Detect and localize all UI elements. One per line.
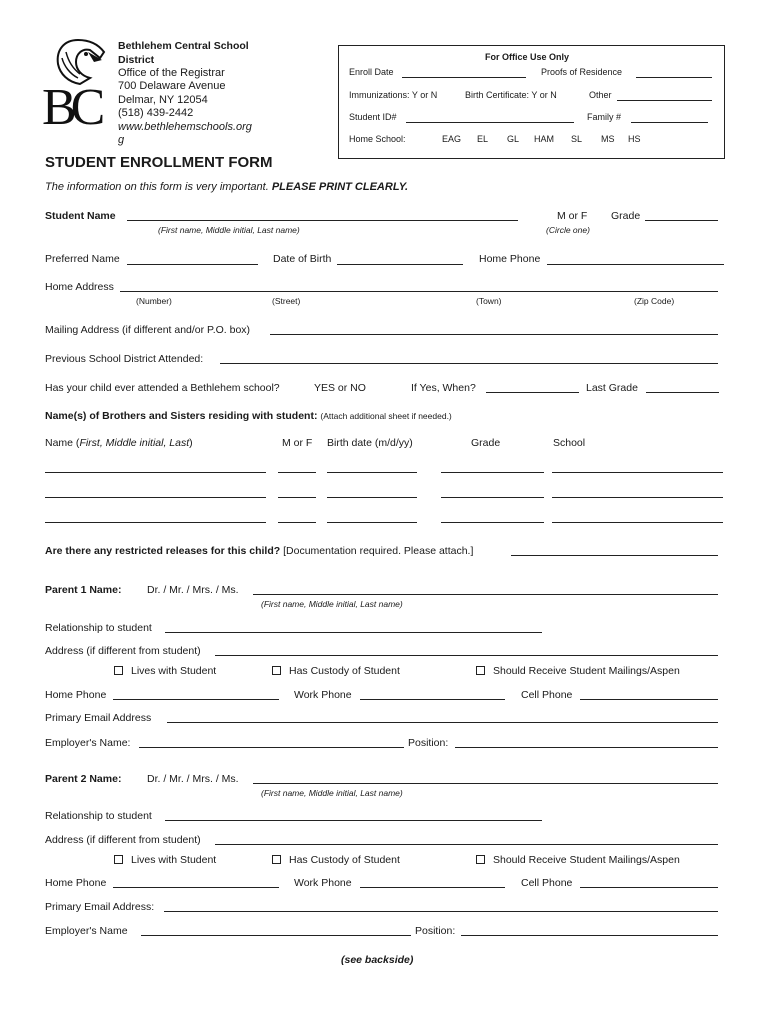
gender-label[interactable]: M or F (557, 210, 588, 222)
sibling-dob-field[interactable] (327, 472, 417, 473)
checkbox-icon[interactable] (476, 855, 485, 864)
last-grade-label: Last Grade (586, 382, 638, 394)
other-field[interactable] (617, 100, 712, 101)
parent2-cell-phone-field[interactable] (580, 887, 718, 888)
restricted-question: Are there any restricted releases for this child? (45, 545, 281, 557)
mailing-address-label: Mailing Address (if different and/or P.O. box) (45, 324, 251, 336)
birth-cert-label: Birth Certificate: Y or N (465, 90, 557, 100)
parent1-position-field[interactable] (455, 747, 718, 748)
parent2-employer-label: Employer's Name (45, 925, 128, 937)
siblings-heading (45, 410, 452, 422)
proofs-field[interactable] (636, 77, 712, 78)
immunizations-label: Immunizations: Y or N (349, 90, 438, 100)
restricted-note: [Documentation required. Please attach.] (283, 545, 474, 557)
addr-hint-town: (Town) (476, 296, 502, 306)
sibling-school-field[interactable] (552, 497, 723, 498)
sibling-name-field[interactable] (45, 522, 266, 523)
parent1-mailings-label: Should Receive Student Mailings/Aspen (493, 665, 680, 677)
parent1-work-phone-label: Work Phone (294, 689, 352, 701)
sibling-dob-field[interactable] (327, 497, 417, 498)
school-option-el[interactable]: EL (477, 134, 489, 144)
parent1-relationship-label: Relationship to student (45, 622, 152, 634)
parent1-cell-phone-label: Cell Phone (521, 689, 573, 701)
school-phone: (518) 439-2442 (118, 107, 194, 119)
restricted-releases-field[interactable] (511, 555, 718, 556)
parent1-lives-with-label: Lives with Student (131, 665, 217, 677)
parent2-name-hint: (First name, Middle initial, Last name) (261, 788, 403, 798)
checkbox-icon[interactable] (476, 666, 485, 675)
previous-district-field[interactable] (220, 363, 718, 364)
addr-hint-number: (Number) (136, 296, 172, 306)
family-label: Family # (587, 112, 622, 122)
addr-hint-street: (Street) (272, 296, 301, 306)
school-option-sl[interactable]: SL (571, 134, 583, 144)
if-yes-when-label: If Yes, When? (411, 382, 476, 394)
parent1-employer-label: Employer's Name: (45, 737, 131, 749)
parent1-address-label: Address (if different from student) (45, 645, 201, 657)
parent2-custody-checkbox[interactable] (272, 854, 400, 866)
parent2-relationship-label: Relationship to student (45, 810, 152, 822)
parent1-mailings-checkbox[interactable] (476, 665, 680, 677)
registrar-office: Office of the Registrar (118, 67, 225, 79)
parent1-relationship-field[interactable] (165, 632, 542, 633)
subtitle-emphasis: PLEASE PRINT CLEARLY. (271, 181, 409, 193)
school-city: Delmar, NY 12054 (118, 94, 208, 106)
parent1-employer-field[interactable] (139, 747, 404, 748)
student-id-label: Student ID# (349, 112, 397, 122)
parent1-position-label: Position: (408, 737, 449, 749)
preferred-name-label: Preferred Name (45, 253, 120, 265)
parent2-mailings-checkbox[interactable] (476, 854, 680, 866)
restricted-releases-label (45, 545, 473, 557)
parent2-custody-label: Has Custody of Student (289, 854, 400, 866)
home-address-label: Home Address (45, 281, 114, 293)
student-name-hint: (First name, Middle initial, Last name) (158, 225, 300, 235)
school-website-wrap: g (118, 134, 125, 146)
yes-no-choice[interactable]: YES or NO (314, 382, 366, 394)
parent2-name-field[interactable] (253, 783, 718, 784)
parent1-cell-phone-field[interactable] (580, 699, 718, 700)
siblings-col-dob: Birth date (m/d/yy) (327, 437, 413, 449)
school-option-ms[interactable]: MS (601, 134, 615, 144)
circle-one-hint: (Circle one) (546, 225, 590, 235)
parent2-employer-field[interactable] (141, 935, 411, 936)
student-id-field[interactable] (406, 122, 574, 123)
sibling-name-field[interactable] (45, 472, 266, 473)
parent2-lives-with-checkbox[interactable] (114, 854, 216, 866)
previous-district-label: Previous School District Attended: (45, 353, 204, 365)
parent2-home-phone-field[interactable] (113, 887, 279, 888)
school-name: Bethlehem Central School (118, 40, 249, 52)
sibling-mf-field[interactable] (278, 472, 316, 473)
checkbox-icon[interactable] (272, 855, 281, 864)
siblings-heading-text: Name(s) of Brothers and Sisters residing with student: (45, 410, 318, 422)
parent2-relationship-field[interactable] (165, 820, 542, 821)
sibling-school-field[interactable] (552, 522, 723, 523)
parent2-position-label: Position: (415, 925, 456, 937)
parent1-home-phone-field[interactable] (113, 699, 279, 700)
school-website: www.bethlehemschools.org (118, 121, 252, 133)
student-name-label: Student Name (45, 210, 116, 222)
parent1-email-label: Primary Email Address (45, 712, 152, 724)
proofs-label: Proofs of Residence (541, 67, 623, 77)
school-name-line2: District (118, 54, 155, 66)
school-logo (42, 38, 110, 136)
parent2-name-label: Parent 2 Name: (45, 773, 122, 785)
preferred-name-field[interactable] (127, 264, 258, 265)
if-yes-when-field[interactable] (486, 392, 579, 393)
enroll-date-label: Enroll Date (349, 67, 394, 77)
last-grade-field[interactable] (646, 392, 719, 393)
enroll-date-field[interactable] (402, 77, 526, 78)
parent1-lives-with-checkbox[interactable] (114, 665, 216, 677)
parent1-custody-label: Has Custody of Student (289, 665, 400, 677)
home-address-field[interactable] (120, 291, 718, 292)
sibling-mf-field[interactable] (278, 522, 316, 523)
siblings-col-school: School (553, 437, 586, 449)
parent2-work-phone-label: Work Phone (294, 877, 352, 889)
parent1-custody-checkbox[interactable] (272, 665, 400, 677)
student-name-field[interactable] (127, 220, 518, 221)
parent1-address-field[interactable] (215, 655, 718, 656)
parent1-email-field[interactable] (167, 722, 718, 723)
parent1-title-options[interactable]: Dr. / Mr. / Mrs. / Ms. (147, 584, 239, 596)
grade-field[interactable] (645, 220, 718, 221)
checkbox-icon[interactable] (272, 666, 281, 675)
subtitle-text: The information on this form is very important. (45, 181, 272, 193)
grade-label: Grade (611, 210, 641, 222)
home-phone-field[interactable] (547, 264, 724, 265)
sibling-grade-field[interactable] (441, 472, 544, 473)
home-phone-label: Home Phone (479, 253, 541, 265)
parent2-lives-with-label: Lives with Student (131, 854, 217, 866)
parent2-email-field[interactable] (164, 911, 718, 912)
parent2-email-label: Primary Email Address: (45, 901, 155, 913)
parent2-mailings-label: Should Receive Student Mailings/Aspen (493, 854, 680, 866)
school-street: 700 Delaware Avenue (118, 80, 226, 92)
parent2-home-phone-label: Home Phone (45, 877, 107, 889)
parent2-cell-phone-label: Cell Phone (521, 877, 573, 889)
siblings-col-name: Name (First, Middle initial, Last) (45, 437, 193, 449)
sibling-school-field[interactable] (552, 472, 723, 473)
sibling-grade-field[interactable] (441, 497, 544, 498)
form-title: STUDENT ENROLLMENT FORM (45, 154, 273, 171)
home-school-label: Home School: (349, 134, 406, 144)
parent2-position-field[interactable] (461, 935, 718, 936)
checkbox-icon[interactable] (114, 855, 123, 864)
parent2-work-phone-field[interactable] (360, 887, 505, 888)
parent1-home-phone-label: Home Phone (45, 689, 107, 701)
checkbox-icon[interactable] (114, 666, 123, 675)
office-use-title: For Office Use Only (485, 52, 570, 62)
logo-letters: BC (42, 79, 100, 136)
school-option-eag[interactable]: EAG (442, 134, 462, 144)
family-field[interactable] (631, 122, 708, 123)
siblings-heading-note: (Attach additional sheet if needed.) (320, 411, 452, 421)
dob-label: Date of Birth (273, 253, 332, 265)
parent2-title-options[interactable]: Dr. / Mr. / Mrs. / Ms. (147, 773, 239, 785)
school-option-ham[interactable]: HAM (534, 134, 554, 144)
parent1-work-phone-field[interactable] (360, 699, 505, 700)
parent1-name-hint: (First name, Middle initial, Last name) (261, 599, 403, 609)
school-option-gl[interactable]: GL (507, 134, 520, 144)
siblings-col-grade: Grade (471, 437, 501, 449)
form-subtitle (45, 181, 408, 193)
sibling-dob-field[interactable] (327, 522, 417, 523)
other-label: Other (589, 90, 612, 100)
dob-field[interactable] (337, 264, 463, 265)
mailing-address-field[interactable] (270, 334, 718, 335)
parent2-address-field[interactable] (215, 844, 718, 845)
siblings-col-mf: M or F (282, 437, 313, 449)
parent1-name-field[interactable] (253, 594, 718, 595)
sibling-grade-field[interactable] (441, 522, 544, 523)
school-option-hs[interactable]: HS (628, 134, 641, 144)
sibling-name-field[interactable] (45, 497, 266, 498)
parent2-address-label: Address (if different from student) (45, 834, 201, 846)
sibling-mf-field[interactable] (278, 497, 316, 498)
attended-question: Has your child ever attended a Bethlehem school? (45, 382, 280, 394)
see-backside-note: (see backside) (341, 954, 414, 966)
addr-hint-zip: (Zip Code) (634, 296, 675, 306)
parent1-name-label: Parent 1 Name: (45, 584, 122, 596)
